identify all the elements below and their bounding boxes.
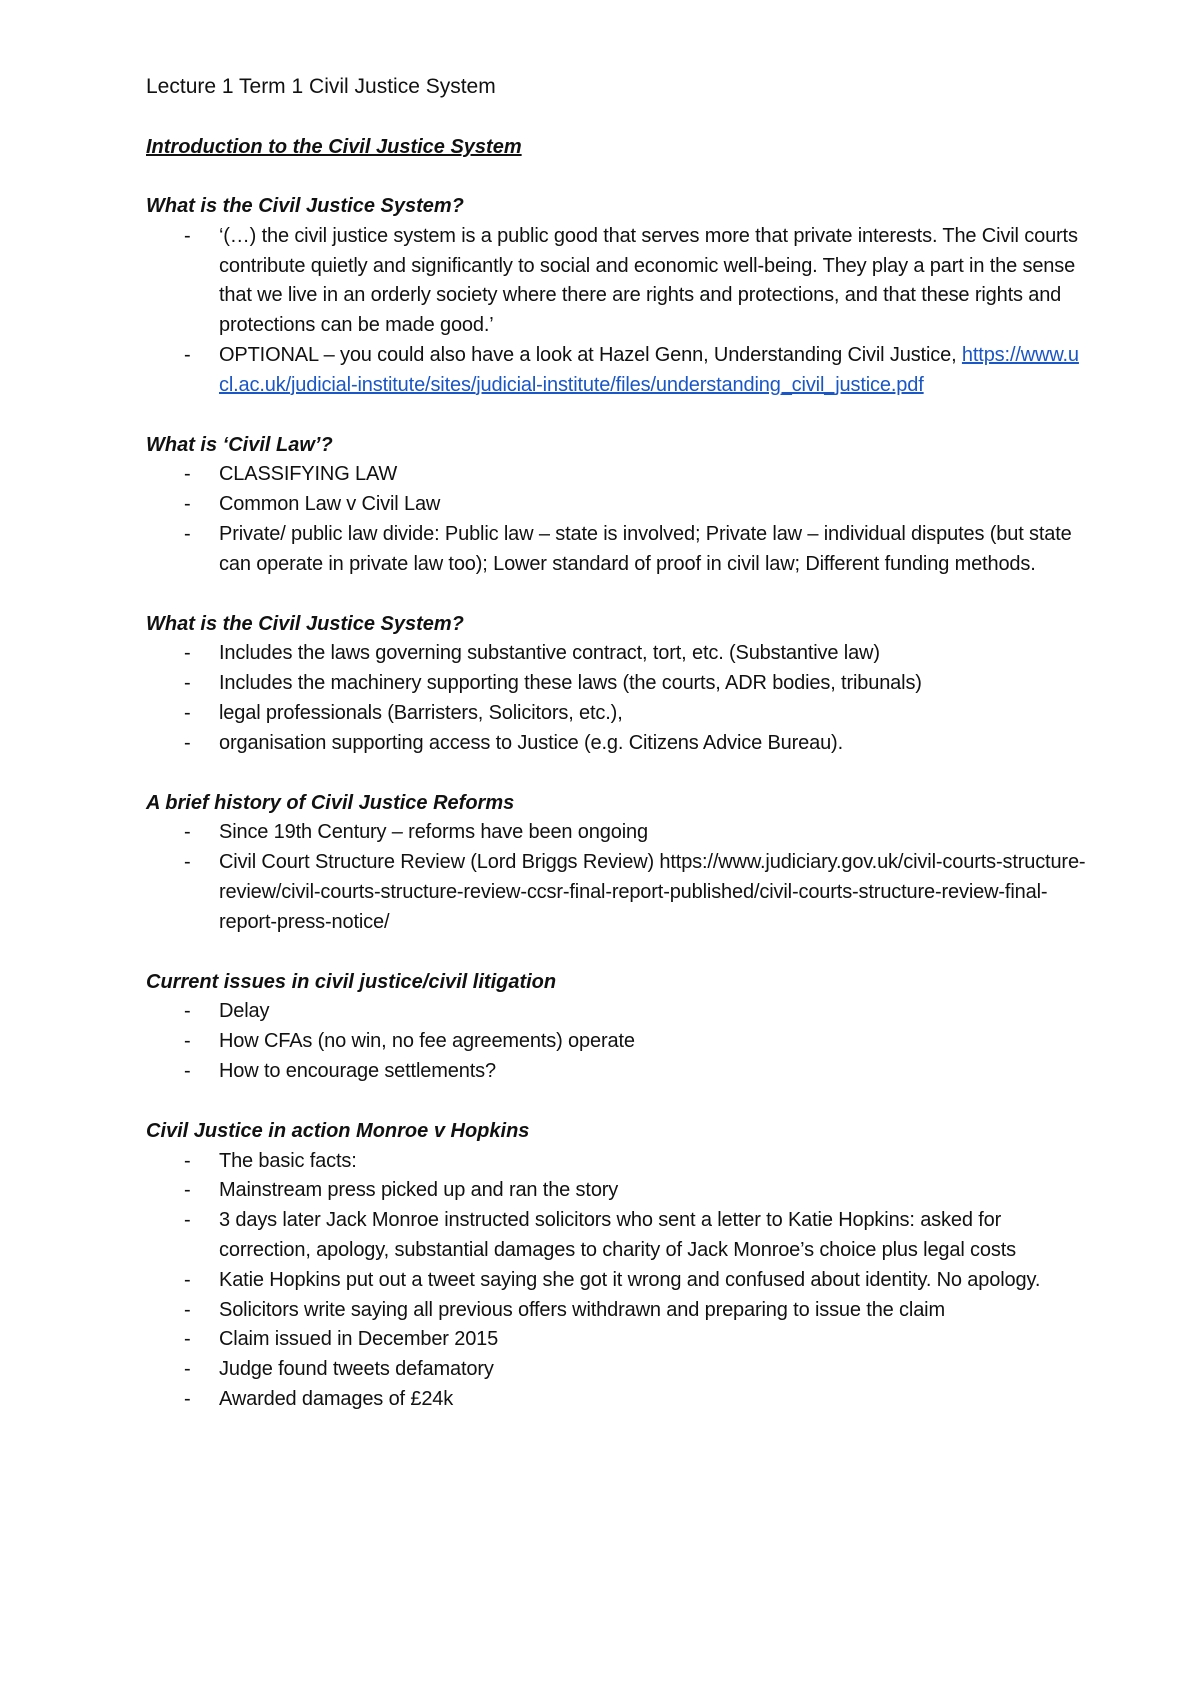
bullet-item (146, 1355, 1086, 1385)
section-heading: What is ‘Civil Law’? (146, 433, 333, 456)
document-title: Lecture 1 Term 1 Civil Justice System (146, 75, 496, 98)
bullet-text: How to encourage settlements? (219, 1059, 496, 1082)
section-heading: What is the Civil Justice System? (146, 612, 464, 635)
bullet-item (146, 848, 1086, 937)
dash-bullet-icon: - (184, 642, 191, 665)
bullet-text: CLASSIFYING LAW (219, 463, 398, 486)
section (146, 610, 1086, 759)
bullet-item (146, 818, 1086, 848)
dash-bullet-icon: - (184, 1298, 191, 1321)
bullet-item (146, 1206, 1086, 1266)
bullet-text: How CFAs (no win, no fee agreements) operate (219, 1030, 635, 1053)
section-heading: Civil Justice in action Monroe v Hopkins (146, 1119, 530, 1142)
dash-bullet-icon: - (184, 731, 191, 754)
bullet-list (146, 997, 1086, 1086)
dash-bullet-icon: - (184, 1358, 191, 1381)
section-heading: What is the Civil Justice System? (146, 195, 464, 217)
bullet-item (146, 729, 1086, 759)
bullet-text: Solicitors write saying all previous offers withdrawn and preparing to issue the claim (219, 1298, 945, 1321)
dash-bullet-icon: - (184, 343, 191, 366)
bullet-item (146, 669, 1086, 699)
section-heading: A brief history of Civil Justice Reforms (146, 791, 515, 814)
section-heading: Current issues in civil justice/civil litigation (146, 970, 557, 993)
bullet-item (146, 699, 1086, 729)
document-page (146, 72, 1086, 1445)
bullet-list (146, 639, 1086, 758)
bullet-text: Civil Court Structure Review (Lord Briggs Review) https://www.judiciary.gov.uk/civil-courts-structure-review/civil-courts-structure-review-ccsr-final-report-published/civil-courts-structure-review-final-report-press-notice/ (219, 851, 1086, 933)
sections-container (146, 192, 1086, 1415)
bullet-item (146, 1385, 1086, 1415)
bullet-text: Claim issued in December 2015 (219, 1328, 499, 1351)
bullet-text: Common Law v Civil Law (219, 493, 441, 516)
dash-bullet-icon: - (184, 851, 191, 874)
bullet-text: Judge found tweets defamatory (219, 1358, 494, 1381)
dash-bullet-icon: - (184, 1328, 191, 1351)
bullet-item (146, 1027, 1086, 1057)
bullet-item (146, 1266, 1086, 1296)
dash-bullet-icon: - (184, 493, 191, 516)
bullet-item (146, 1296, 1086, 1326)
bullet-item (146, 222, 1086, 341)
dash-bullet-icon: - (184, 1149, 191, 1172)
bullet-text: OPTIONAL – you could also have a look at Hazel Genn, Understanding Civil Justice, (219, 343, 957, 366)
bullet-item (146, 520, 1086, 580)
section (146, 192, 1086, 401)
dash-bullet-icon: - (184, 224, 191, 247)
dash-bullet-icon: - (184, 1030, 191, 1053)
dash-bullet-icon: - (184, 463, 191, 486)
bullet-item (146, 639, 1086, 669)
dash-bullet-icon: - (184, 821, 191, 844)
dash-bullet-icon: - (184, 672, 191, 695)
bullet-item (146, 490, 1086, 520)
bullet-text: ‘(…) the civil justice system is a public good that serves more that private interests. The Civil courts contribute quietly and significantly to social and economic well-being. They play a part in the sense that we live in an orderly society where there are rights and protections, and that these rights and protections can be made good.’ (219, 224, 1078, 337)
bullet-list (146, 818, 1086, 937)
bullet-list (146, 1147, 1086, 1415)
section (146, 968, 1086, 1087)
dash-bullet-icon: - (184, 701, 191, 724)
dash-bullet-icon: - (184, 1000, 191, 1023)
bullet-text: Private/ public law divide: Public law – state is involved; Private law – individual disputes (but state can operate in private law too); Lower standard of proof in civil law; Different funding methods. (219, 522, 1072, 575)
bullet-item (146, 341, 1086, 401)
dash-bullet-icon: - (184, 1268, 191, 1291)
bullet-text: Delay (219, 1000, 270, 1023)
dash-bullet-icon: - (184, 1387, 191, 1410)
bullet-text: Mainstream press picked up and ran the story (219, 1179, 619, 1202)
bullet-item (146, 1147, 1086, 1177)
bullet-text: legal professionals (Barristers, Solicitors, etc.), (219, 701, 623, 724)
dash-bullet-icon: - (184, 1209, 191, 1232)
bullet-text: Includes the laws governing substantive contract, tort, etc. (Substantive law) (219, 642, 880, 665)
bullet-text: Since 19th Century – reforms have been ongoing (219, 821, 648, 844)
bullet-item (146, 997, 1086, 1027)
bullet-text: Katie Hopkins put out a tweet saying she got it wrong and confused about identity. No apology. (219, 1268, 1041, 1291)
section (146, 431, 1086, 580)
bullet-text: organisation supporting access to Justice (e.g. Citizens Advice Bureau). (219, 731, 843, 754)
bullet-text: 3 days later Jack Monroe instructed solicitors who sent a letter to Katie Hopkins: asked for correction, apology, substantial damages to charity of Jack Monroe’s choice plus legal costs (219, 1209, 1016, 1261)
section (146, 1117, 1086, 1415)
bullet-item (146, 1176, 1086, 1206)
section (146, 789, 1086, 938)
bullet-text: Awarded damages of £24k (219, 1387, 454, 1410)
bullet-item (146, 1057, 1086, 1087)
bullet-text: Includes the machinery supporting these laws (the courts, ADR bodies, tribunals) (219, 672, 922, 695)
bullet-item (146, 1325, 1086, 1355)
bullet-text: The basic facts: (219, 1149, 357, 1172)
hyperlink[interactable]: https://www.ucl.ac.uk/judicial-institute/sites/judicial-institute/files/understanding_civil_justice.pdf (219, 343, 1079, 396)
main-heading: Introduction to the Civil Justice System (146, 136, 522, 158)
dash-bullet-icon: - (184, 1059, 191, 1082)
bullet-list (146, 460, 1086, 579)
bullet-list (146, 222, 1086, 401)
dash-bullet-icon: - (184, 522, 191, 545)
bullet-item (146, 460, 1086, 490)
dash-bullet-icon: - (184, 1179, 191, 1202)
